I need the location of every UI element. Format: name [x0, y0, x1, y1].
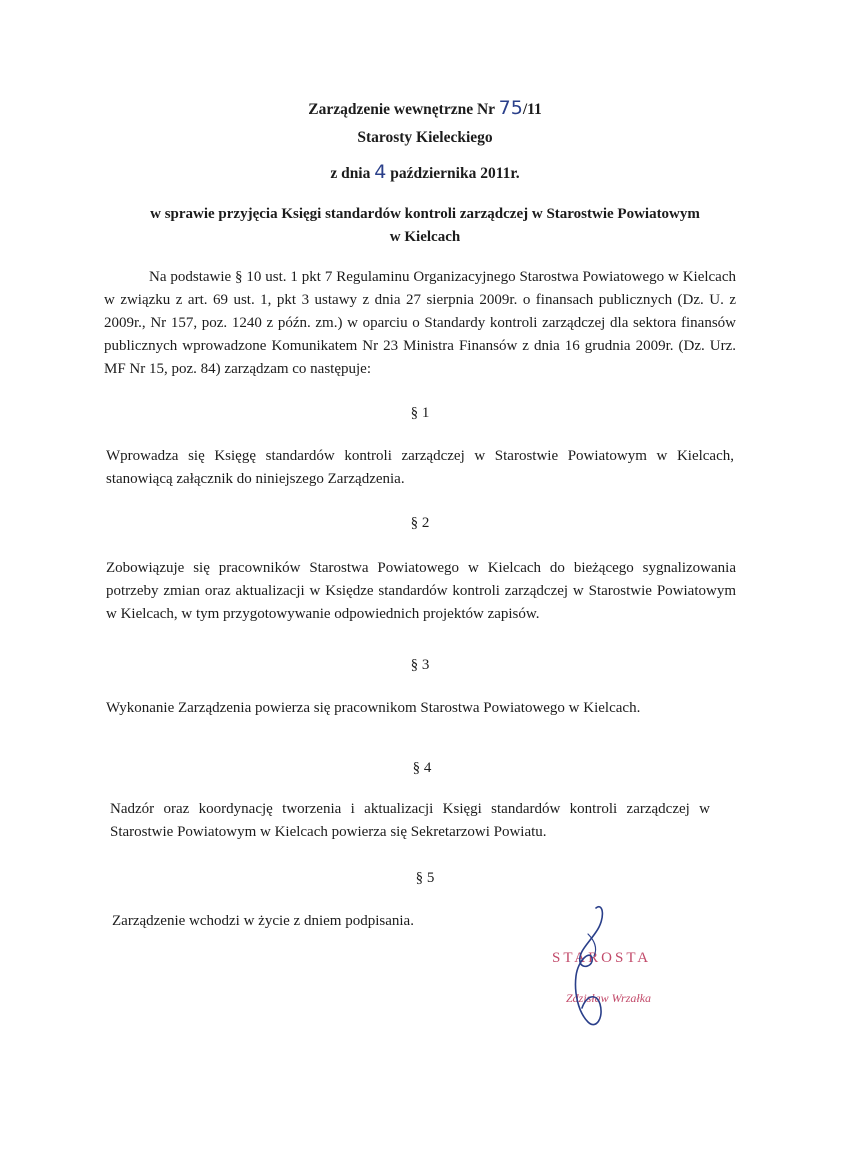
- date-line: [0, 161, 850, 183]
- stamp-title: STAROSTA: [552, 950, 652, 966]
- ordinance-title: [0, 97, 850, 119]
- section-3-heading: § 3: [410, 657, 430, 673]
- preamble-paragraph: Na podstawie § 10 ust. 1 pkt 7 Regulaminu Organizacyjnego Starostwa Powiatowego w Kielcach w związku z art. 69 ust. 1, pkt 3 ustawy z dnia 27 sierpnia 2009r. o finansach publicznych (Dz. U. z 2009r., Nr 157, poz. 1240 z późn. zm.) w oparciu o Standardy kontroli zarządczej dla sektora finansów publicznych wprowadzone Komunikatem Nr 23 Ministra Finansów z dnia 16 grudnia 2009r. (Dz. Urz. MF Nr 15, poz. 84) zarządzam co następuje:: [104, 269, 736, 377]
- issuer-line: Starosty Kieleckiego: [357, 129, 493, 146]
- handwritten-number: 75: [498, 97, 523, 119]
- section-2-text: Zobowiązuje się pracowników Starostwa Powiatowego w Kielcach do bieżącego sygnalizowania potrzeby zmian oraz aktualizacji w Księdze standardów kontroli zarządczej w Starostwie Powiatowym w Kielcach, w tym przygotowywanie odpowiednich projektów zapisów.: [106, 560, 736, 622]
- section-1-text: Wprowadza się Księgę standardów kontroli zarządczej w Starostwie Powiatowym w Kielcach, stanowiącą załącznik do niniejszego Zarządzenia.: [106, 448, 734, 487]
- subject-line-1: w sprawie przyjęcia Księgi standardów kontroli zarządczej w Starostwie Powiatowym: [150, 206, 700, 222]
- title-prefix: Zarządzenie wewnętrzne Nr: [308, 101, 499, 118]
- section-4-heading: § 4: [412, 760, 432, 776]
- section-1-heading: § 1: [410, 405, 430, 421]
- signature-scribble: [548, 900, 618, 1035]
- subject-line-2: w Kielcach: [389, 229, 461, 245]
- section-4-text: Nadzór oraz koordynację tworzenia i aktualizacji Księgi standardów kontroli zarządczej w Starostwie Powiatowym w Kielcach powierza się Sekretarzowi Powiatu.: [110, 801, 710, 840]
- section-2-heading: § 2: [410, 515, 430, 531]
- section-5-text: Zarządzenie wchodzi w życie z dniem podpisania.: [112, 913, 414, 929]
- section-5-heading: § 5: [415, 870, 435, 886]
- subject-heading: [90, 203, 760, 249]
- title-suffix: /11: [522, 101, 542, 118]
- section-3-text: Wykonanie Zarządzenia powierza się pracownikom Starostwa Powiatowego w Kielcach.: [106, 700, 641, 716]
- handwritten-day: 4: [374, 161, 387, 183]
- signature-stroke: [576, 907, 603, 1025]
- date-suffix: października 2011r.: [386, 165, 520, 182]
- stamp-name: Zdzisław Wrzałka: [566, 991, 652, 1005]
- date-prefix: z dnia: [330, 165, 375, 182]
